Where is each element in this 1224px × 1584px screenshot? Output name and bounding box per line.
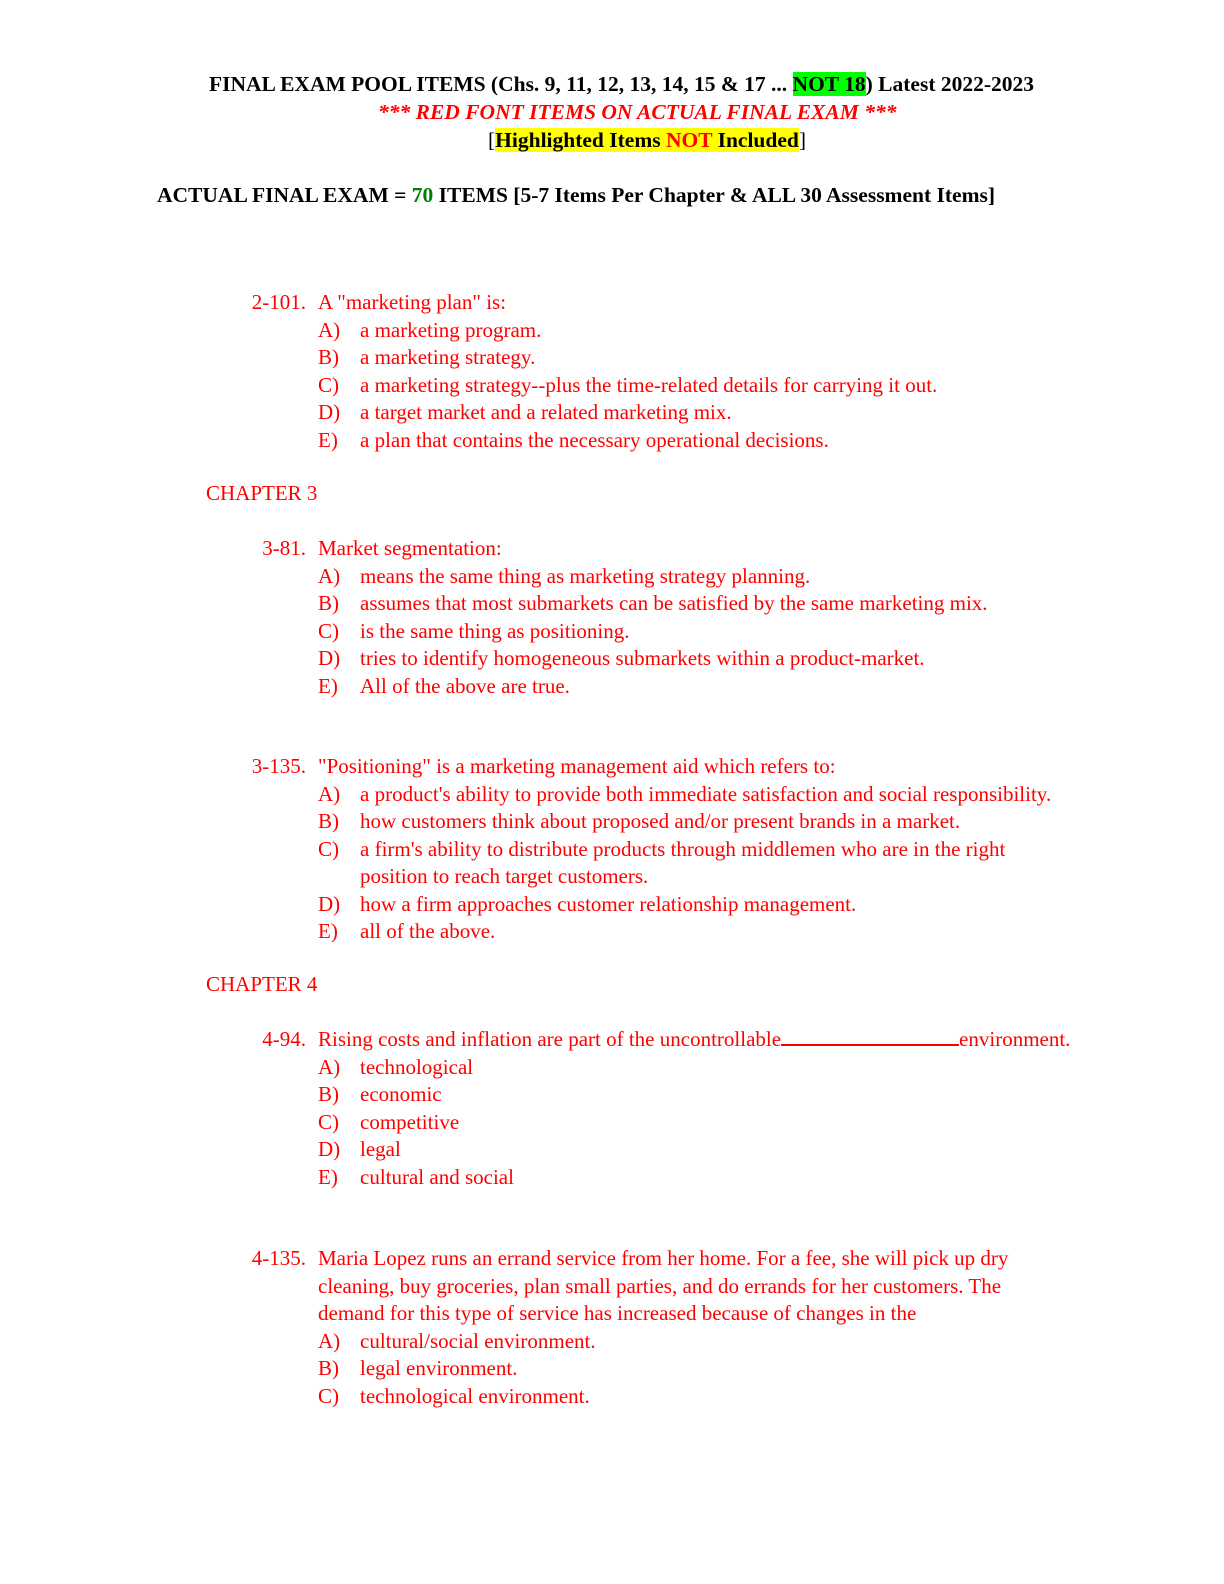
question-2-101 (0, 289, 1224, 459)
question-number: 4-135. (251, 1246, 306, 1270)
option-text: technological environment. (360, 1383, 590, 1408)
option-text: legal (360, 1137, 401, 1161)
option-letter: A) (318, 563, 341, 588)
exam-title-post: ) Latest 2022-2023 (865, 72, 1035, 96)
not-18-highlight: NOT 18 (792, 72, 866, 96)
option-text: cultural and social (360, 1164, 514, 1189)
chapter-3-heading: CHAPTER 3 (206, 481, 318, 505)
bracket-open: [ (488, 128, 496, 152)
option-letter: B) (318, 345, 339, 369)
option-letter: E) (318, 1164, 338, 1189)
option-text: tries to identify homogeneous submarkets within a product-market. (360, 646, 925, 670)
question-number: 3-135. (251, 754, 306, 778)
option-text: a marketing program. (360, 317, 542, 342)
option-text: a target market and a related marketing mix. (360, 400, 732, 424)
highlight-notice-box (495, 128, 799, 152)
option-text: is the same thing as positioning. (360, 618, 630, 643)
question-stem (318, 1026, 1070, 1054)
option-letter: C) (318, 1383, 339, 1408)
question-stem-pre: Rising costs and inflation are part of the uncontrollable (318, 1027, 782, 1051)
question-stem: Market segmentation: (318, 536, 502, 560)
option-letter: C) (318, 836, 339, 861)
summary-post: ITEMS [5-7 Items Per Chapter & ALL 30 Assessment Items] (433, 183, 996, 207)
actual-final-exam-summary (157, 183, 995, 208)
question-stem: A "marketing plan" is: (318, 290, 507, 314)
highlight-notice-a: Highlighted Items (495, 128, 666, 152)
answer-blank (781, 1026, 959, 1046)
option-letter: D) (318, 891, 341, 916)
question-number: 4-94. (262, 1027, 306, 1051)
option-letter: B) (318, 1082, 339, 1106)
option-letter: D) (318, 646, 341, 670)
highlight-notice-b: Included (712, 128, 799, 152)
question-stem-post: environment. (959, 1027, 1071, 1051)
question-stem-line: cleaning, buy groceries, plan small parties, and do errands for her customers. The (318, 1273, 1002, 1298)
summary-pre: ACTUAL FINAL EXAM = (157, 183, 412, 207)
red-font-notice (378, 100, 896, 125)
option-letter: D) (318, 400, 341, 424)
option-text: a product's ability to provide both immediate satisfaction and social responsibility. (360, 781, 1052, 806)
question-4-94 (0, 1026, 1224, 1196)
option-text: technological (360, 1054, 474, 1079)
question-stem: "Positioning" is a marketing management aid which refers to: (318, 754, 836, 778)
question-number: 2-101. (251, 290, 306, 314)
option-text: legal environment. (360, 1356, 518, 1380)
option-text: a marketing strategy. (360, 345, 536, 369)
option-letter: E) (318, 427, 338, 452)
summary-count: 70 (411, 183, 434, 207)
option-letter: A) (318, 317, 341, 342)
option-letter: D) (318, 1137, 341, 1161)
option-letter: B) (318, 809, 339, 833)
option-letter: A) (318, 1054, 341, 1079)
exam-title (209, 72, 1034, 97)
option-letter: C) (318, 372, 339, 397)
option-letter: A) (318, 781, 341, 806)
option-letter: B) (318, 1356, 339, 1380)
option-text: cultural/social environment. (360, 1328, 596, 1353)
option-text: a firm's ability to distribute products through middlemen who are in the right (360, 836, 1006, 861)
option-text: a plan that contains the necessary operational decisions. (360, 427, 829, 452)
option-letter: B) (318, 591, 339, 615)
option-letter: A) (318, 1328, 341, 1353)
option-text: means the same thing as marketing strategy planning. (360, 563, 811, 588)
bracket-close: ] (798, 128, 807, 152)
question-4-135 (0, 1245, 1224, 1415)
question-stem-line: demand for this type of service has increased because of changes in the (318, 1301, 917, 1325)
option-text: economic (360, 1082, 442, 1106)
chapter-4-heading: CHAPTER 4 (206, 972, 318, 996)
option-text: assumes that most submarkets can be satisfied by the same marketing mix. (360, 591, 988, 615)
option-letter: E) (318, 673, 338, 698)
exam-title-pre: FINAL EXAM POOL ITEMS (Chs. 9, 11, 12, 13, 14, 15 & 17 ... (209, 72, 793, 96)
highlight-notice (488, 128, 806, 153)
question-3-81 (0, 535, 1224, 705)
option-text: how customers think about proposed and/or present brands in a market. (360, 809, 961, 833)
option-text: All of the above are true. (360, 673, 570, 698)
option-text: how a firm approaches customer relationship management. (360, 891, 857, 916)
question-stem-line: Maria Lopez runs an errand service from her home. For a fee, she will pick up dry (318, 1246, 1009, 1270)
option-letter: C) (318, 1109, 339, 1134)
question-3-135 (0, 753, 1224, 953)
option-letter: C) (318, 618, 339, 643)
option-text-continued: position to reach target customers. (360, 864, 649, 888)
option-text: all of the above. (360, 919, 496, 943)
option-text: competitive (360, 1109, 460, 1134)
highlight-notice-not: NOT (666, 128, 713, 152)
red-font-notice-text: *** RED FONT ITEMS ON ACTUAL FINAL EXAM *** (378, 100, 897, 124)
option-text: a marketing strategy--plus the time-related details for carrying it out. (360, 372, 938, 397)
question-number: 3-81. (262, 536, 306, 560)
option-letter: E) (318, 919, 338, 943)
